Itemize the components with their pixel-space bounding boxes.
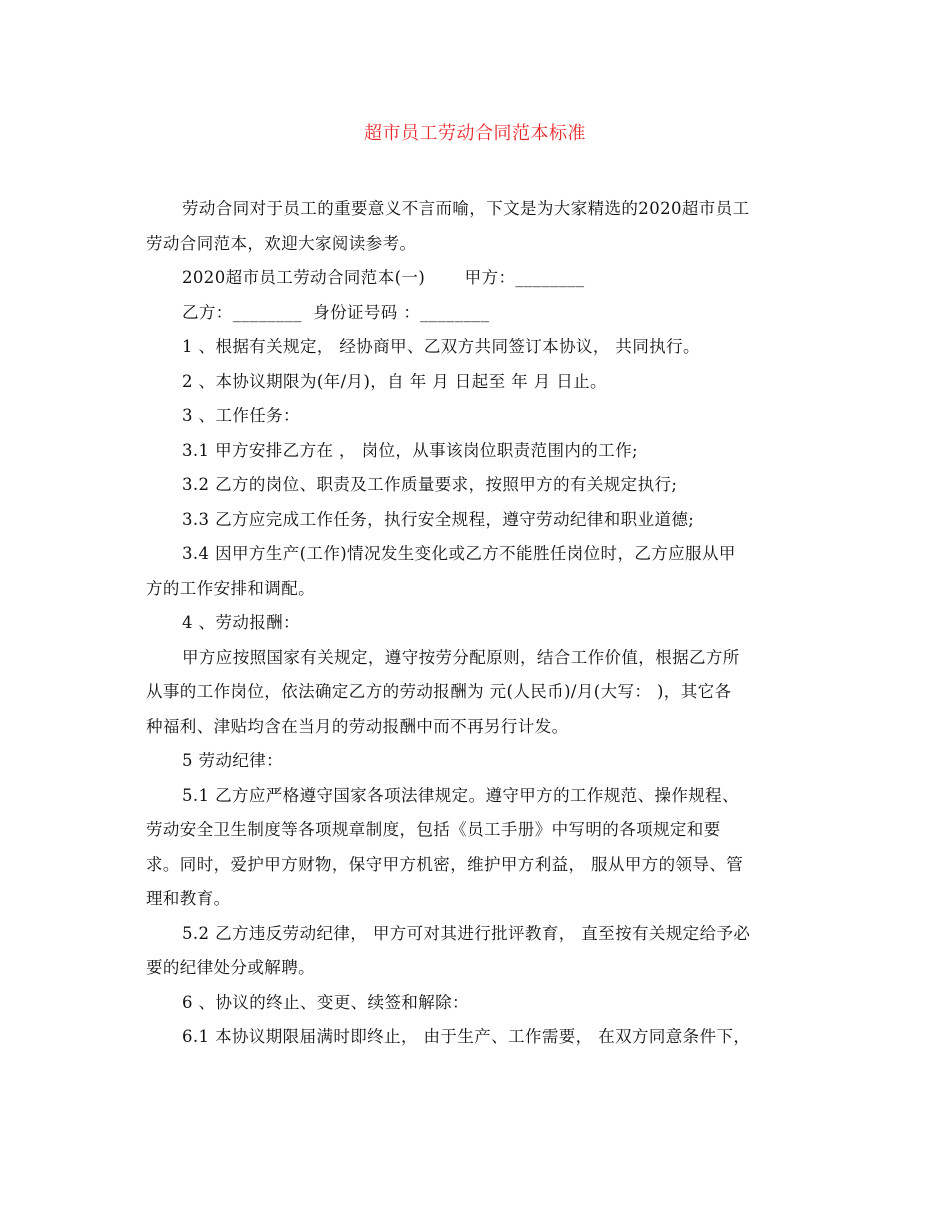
document-line: 从事的工作岗位，依法确定乙方的劳动报酬为 元(人民币)/月(大写： )，其它各 [146,682,732,701]
document-line: 求。同时，爱护甲方财物，保守甲方机密，维护甲方利益， 服从甲方的领导、管 [146,854,744,874]
document-line: 乙方：________ 身份证号码 ：________ [182,302,490,322]
document-line: 3 、工作任务： [182,406,300,425]
document-line: 3.3 乙方应完成工作任务，执行安全规程，遵守劳动纪律和职业道德; [182,509,695,529]
document-line: 种福利、津贴均含在当月的劳动报酬中而不再另行计发。 [146,716,569,736]
document-line: 3.4 因甲方生产(工作)情况发生变化或乙方不能胜任岗位时，乙方应服从甲 [182,544,736,563]
document-line: 劳动合同对于员工的重要意义不言而喻，下文是为大家精选的2020超市员工 [182,199,750,218]
document-line: 2020超市员工劳动合同范本(一) 甲方：________ [182,268,585,287]
document-line: 2 、本协议期限为(年/月)，自 年 月 日起至 年 月 日止。 [182,371,607,391]
document-line: 6 、协议的终止、变更、续签和解除： [182,992,469,1012]
document-line: 方的工作安排和调配。 [146,578,315,598]
document-line: 劳动安全卫生制度等各项规章制度，包括《员工手册》中写明的各项规定和要 [146,820,721,839]
document-title: 超市员工劳动合同范本标准 [364,123,586,144]
document-line: 甲方应按照国家有关规定，遵守按劳分配原则，结合工作价值，根据乙方所 [182,647,740,667]
document-line: 3.1 甲方安排乙方在 ， 岗位，从事该岗位职责范围内的工作; [182,440,638,460]
document-line: 5.2 乙方违反劳动纪律， 甲方可对其进行批评教育， 直至按有关规定给予必 [182,923,751,943]
document-line: 要的纪律处分或解聘。 [146,958,315,977]
document-line: 3.2 乙方的岗位、职责及工作质量要求，按照甲方的有关规定执行; [182,475,678,494]
document-line: 5.1 乙方应严格遵守国家各项法律规定。遵守甲方的工作规范、操作规程、 [182,785,739,805]
document-line: 4 、劳动报酬： [182,613,300,632]
document-line: 5 劳动纪律： [182,751,284,770]
document-line: 理和教育。 [146,889,231,908]
document-line: 劳动合同范本，欢迎大家阅读参考。 [146,233,417,253]
document-line: 1 、根据有关规定， 经协商甲、乙双方共同签订本协议， 共同执行。 [182,337,700,356]
document-line: 6.1 本协议期限届满时即终止， 由于生产、工作需要， 在双方同意条件下， [182,1027,751,1046]
document-body [146,192,810,1055]
